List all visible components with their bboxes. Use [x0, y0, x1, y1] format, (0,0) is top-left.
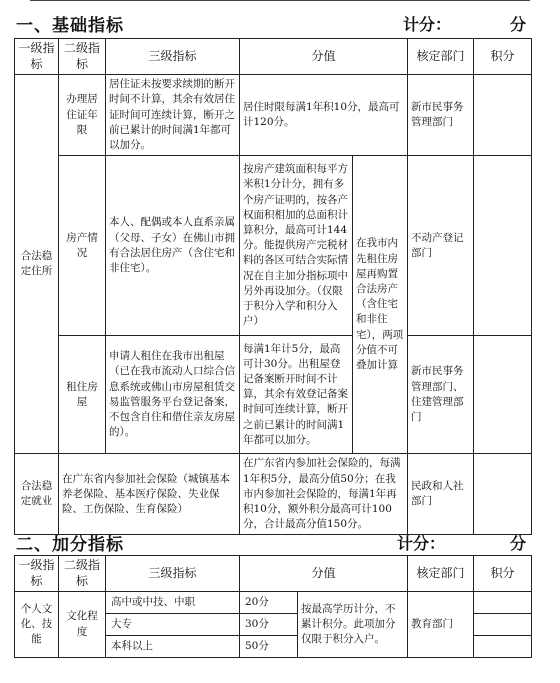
- bonus-header-points: 积分: [474, 556, 532, 592]
- culture-dept: 教育部门: [408, 592, 474, 658]
- rental-level2: 租住房屋: [59, 336, 106, 454]
- permit-level3: 居住证未按要求续期的断开时间不计算，其余有效居住证时间可连续计算，断开之前已累计的时间满1年都可以加分。: [106, 75, 240, 156]
- bonus-header-level3: 三级指标: [106, 556, 240, 592]
- header-level2: 二级指标: [59, 39, 106, 75]
- culture-points-row[interactable]: [474, 592, 532, 614]
- header-points: 积分: [474, 39, 532, 75]
- culture-points-row[interactable]: [474, 614, 532, 636]
- top-rule: [30, 0, 530, 4]
- rental-value: 每满1年计5分，最高可计30分。出租屋登记备案断开时间不计算，其余有效登记备案时间可连续计算，断开之前已累计的时间满1年都可以加分。: [240, 336, 353, 454]
- permit-value: 居住时限每满1年积10分，最高可计120分。: [240, 75, 408, 156]
- employment-value: 在广东省内参加社会保险的，每满1年积5分，最高分值50分；在我市内参加社会保险的，每满1年再积10分，额外积分最高可计100分，合计最高分值150分。: [240, 454, 408, 535]
- property-dept: 不动产登记部门: [408, 156, 474, 336]
- bonus-header-value: 分值: [240, 556, 408, 592]
- culture-level-row: 本科以上: [106, 636, 240, 658]
- property-level3: 本人、配偶或本人直系亲属（父母、子女）在佛山市拥有合法居住房产（含住宅和非住宅）。: [106, 156, 240, 336]
- header-dept: 核定部门: [408, 39, 474, 75]
- culture-score-row: 50分: [240, 636, 298, 658]
- bonus-header-level1: 一级指标: [15, 556, 59, 592]
- employment-dept: 民政和人社部门: [408, 454, 474, 535]
- culture-score-row: 20分: [240, 592, 298, 614]
- section2-title: 二、加分指标: [16, 535, 124, 555]
- section1-title: 一、基础指标: [16, 16, 124, 36]
- property-points[interactable]: [474, 156, 532, 336]
- basic-indicators-table: [14, 38, 532, 535]
- housing-level1: 合法稳定住所: [15, 75, 59, 454]
- bonus-header-dept: 核定部门: [408, 556, 474, 592]
- culture-level-row: 大专: [106, 614, 240, 636]
- header-level1: 一级指标: [15, 39, 59, 75]
- permit-points[interactable]: [474, 75, 532, 156]
- employment-level1: 合法稳定就业: [15, 454, 59, 535]
- culture-points-row[interactable]: [474, 636, 532, 658]
- shared-note: 在我市内先租住房屋再购置合法房产（含住宅和非住宅），两项分值不可叠加计算: [353, 156, 408, 454]
- header-level3: 三级指标: [106, 39, 240, 75]
- section2-score-unit: 分: [510, 534, 527, 553]
- employment-level3: 在广东省内参加社会保险（城镇基本养老保险、基本医疗保险、失业保险、工伤保险、生育保险）: [59, 454, 240, 535]
- bonus-indicators-table: [14, 555, 532, 658]
- section1-score-unit: 分: [510, 15, 527, 34]
- property-level2: 房产情况: [59, 156, 106, 336]
- culture-level1: 个人文化、技能: [15, 592, 59, 658]
- section1-score-label: 计分：: [403, 15, 452, 34]
- section2-score-label: 计分：: [397, 534, 446, 553]
- culture-score-row: 30分: [240, 614, 298, 636]
- bonus-header-level2: 二级指标: [59, 556, 106, 592]
- permit-level2: 办理居住证年限: [59, 75, 106, 156]
- rental-dept: 新市民事务管理部门、住建管理部门: [408, 336, 474, 454]
- culture-level2: 文化程度: [59, 592, 106, 658]
- culture-level-row: 高中或中技、中职: [106, 592, 240, 614]
- culture-note: 按最高学历计分，不累计积分。此项加分仅限于积分入户。: [298, 592, 408, 658]
- rental-points[interactable]: [474, 336, 532, 454]
- rental-level3: 申请人租住在我市出租屋（已在我市流动人口综合信息系统或佛山市房屋租赁交易监管服务平台登记备案，不包含自住和借住亲友房屋的）。: [106, 336, 240, 454]
- employment-points[interactable]: [474, 454, 532, 535]
- permit-dept: 新市民事务管理部门: [408, 75, 474, 156]
- header-value: 分值: [240, 39, 408, 75]
- property-value: 按房产建筑面积每平方米积1分计分，拥有多个房产证明的，按各产权面积相加的总面积计算积分，最高可计144分。能提供房产完税材料的各区可结合实际情况在自主加分指标项中另外再设加分。（仅限于积分入学和积分入户）: [240, 156, 353, 336]
